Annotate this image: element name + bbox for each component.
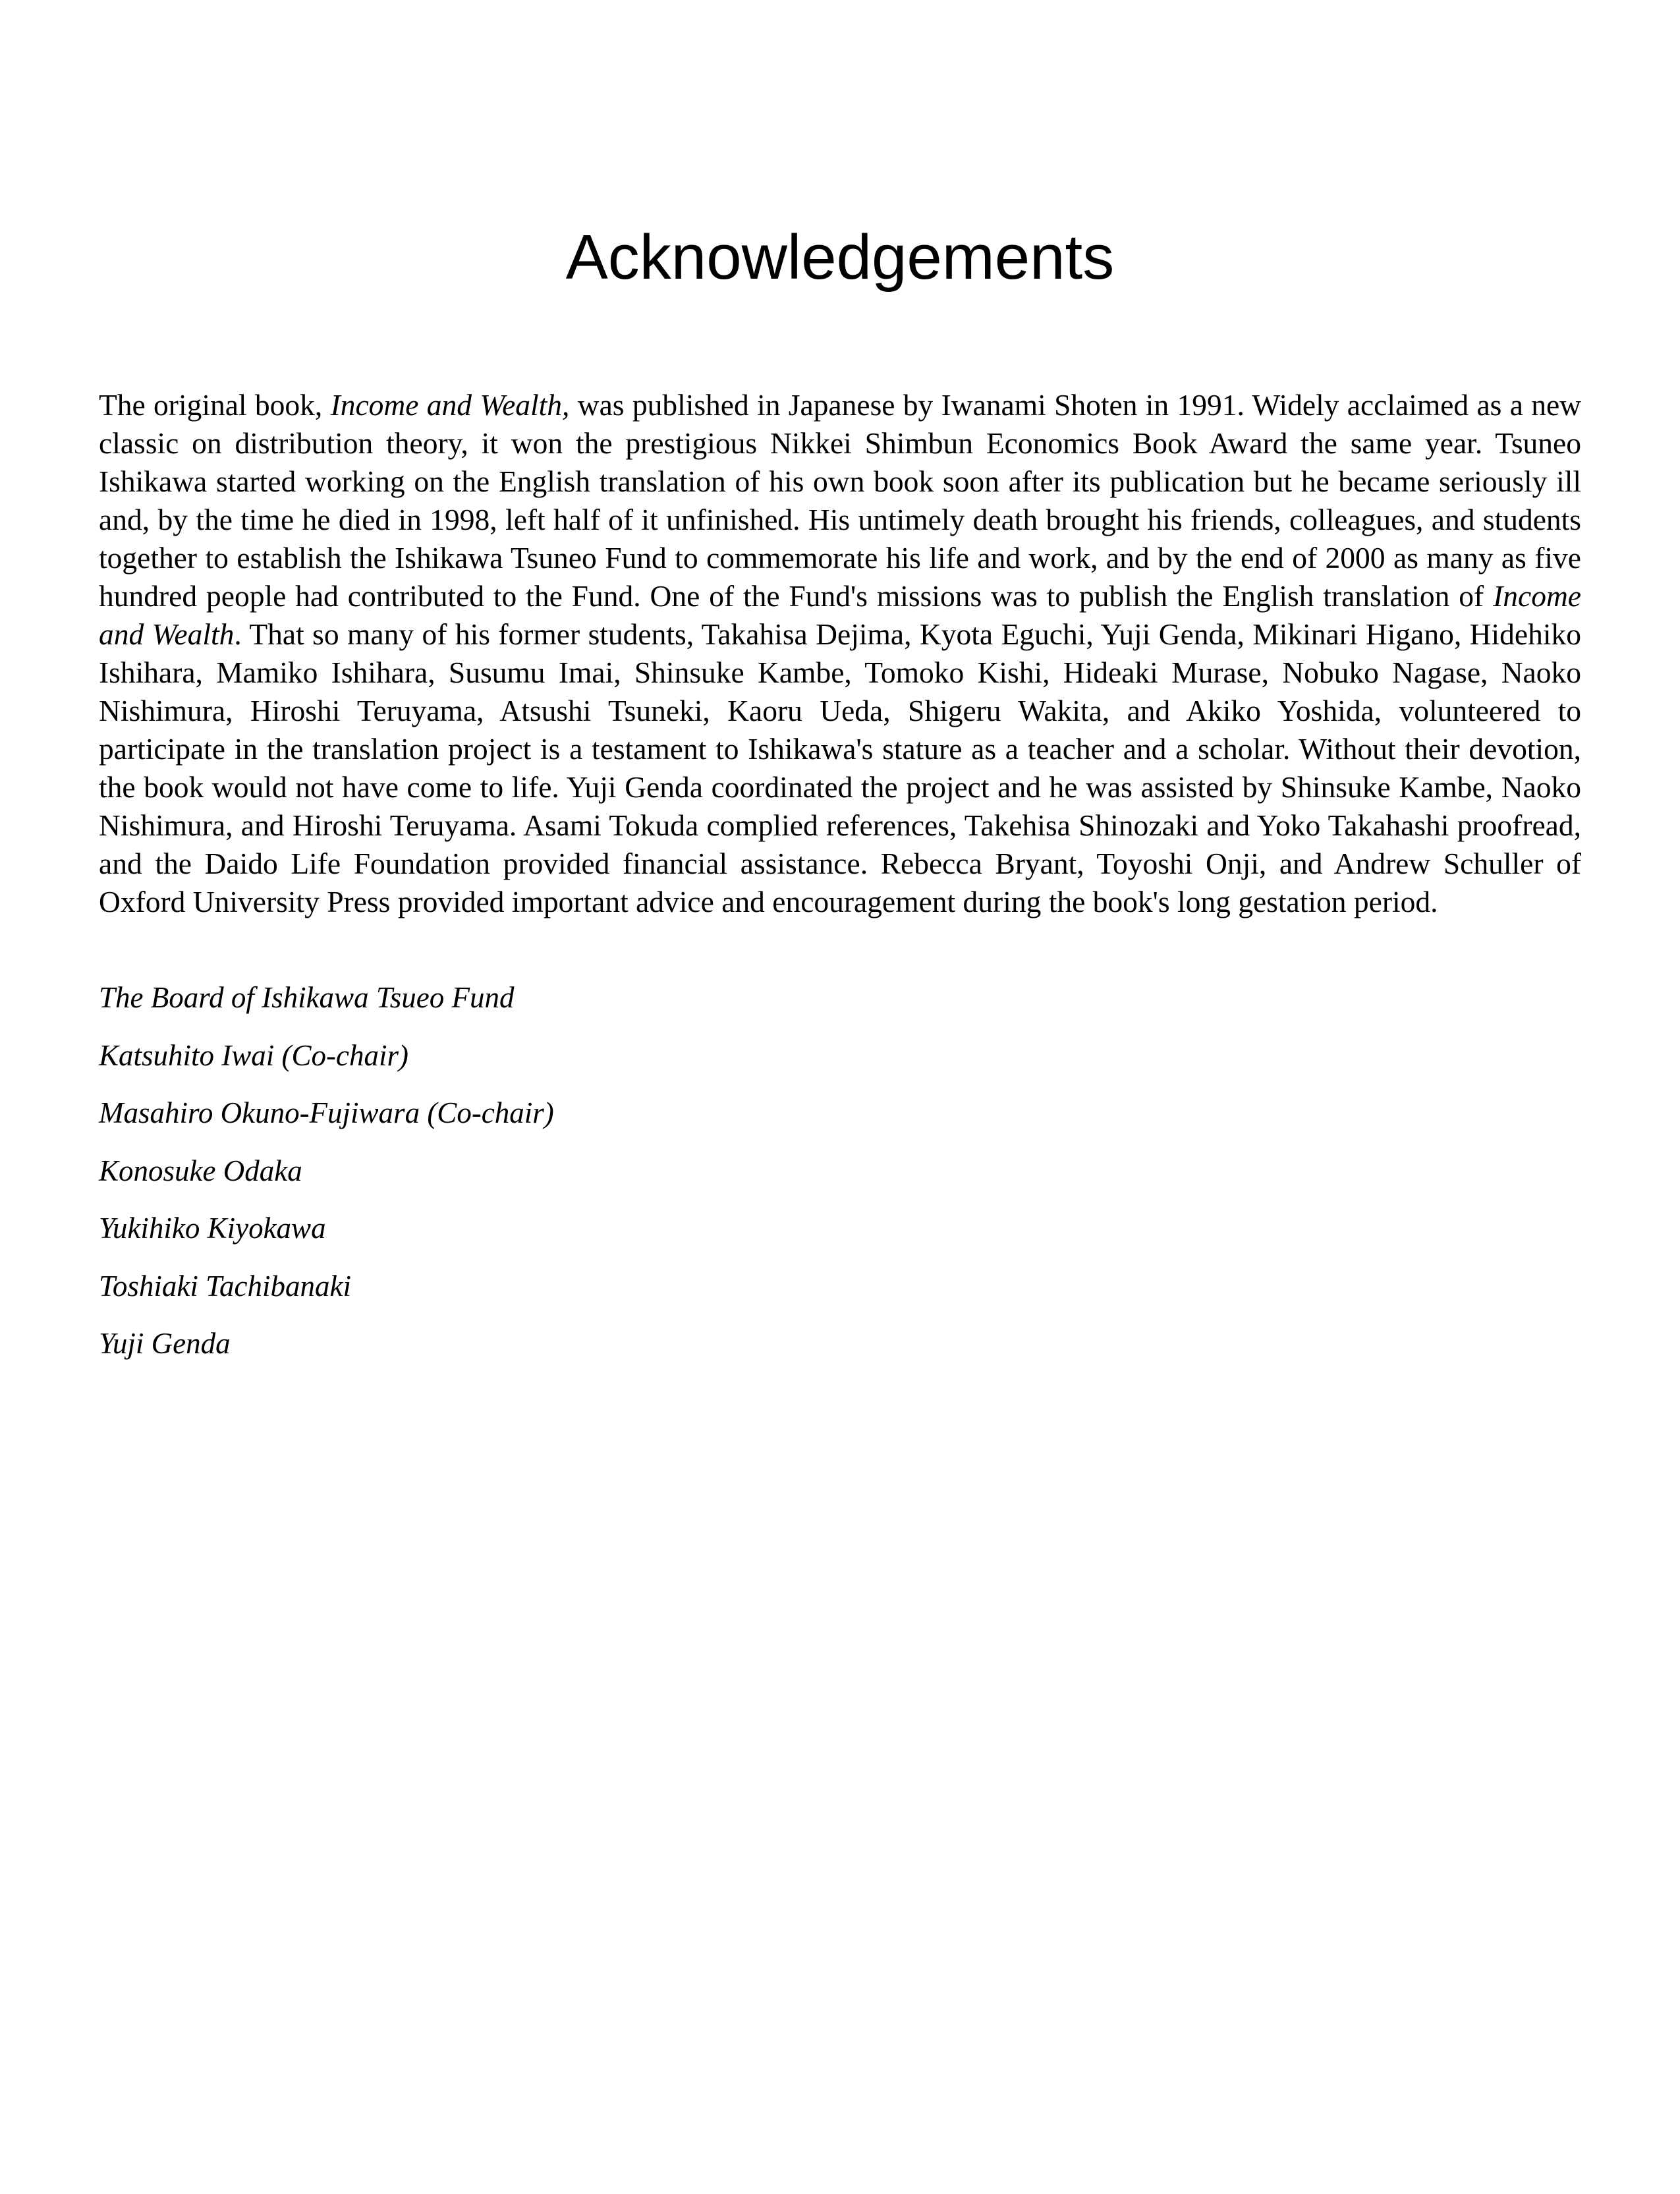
- signature-line: Masahiro Okuno-Fujiwara (Co-chair): [99, 1096, 554, 1129]
- acknowledgement-paragraph: [99, 386, 1581, 921]
- signature-line: Konosuke Odaka: [99, 1154, 302, 1187]
- paragraph-text-2: was published in Japanese by Iwanami Shoten in 1991. Widely acclaimed as a new classic on distribution theory, it won the prestigious Nikkei Shimbun Economics Book Award the same year. Tsuneo Ishikawa started working on the English translation of his own book soon after its publication but he became seriously ill and, by the time he died in 1998, left half of it unfinished. His untimely death brought his friends, colleagues, and students together to establish the Ishikawa Tsuneo Fund to commemorate his life and work, and by the end of 2000 as many as five hundred people had contributed to the Fund. One of the Fund's missions was to publish the English translation of: [99, 388, 1582, 613]
- signature-line: Toshiaki Tachibanaki: [99, 1269, 351, 1303]
- signature-line: Yukihiko Kiyokawa: [99, 1212, 326, 1245]
- paragraph-text-3: . That so many of his former students, Takahisa Dejima, Kyota Eguchi, Yuji Genda, Mikinari Higano, Hidehiko Ishihara, Mamiko Ishihara, Susumu Imai, Shinsuke Kambe, Tomoko Kishi, Hideaki Murase, Nobuko Nagase, Naoko Nishimura, Hiroshi Teruyama, Atsushi Tsuneki, Kaoru Ueda, Shigeru Wakita, and Akiko Yoshida, volunteered to participate in the translation project is a testament to Ishikawa's stature as a teacher and a scholar. Without their devotion, the book would not have come to life. Yuji Genda coordinated the project and he was assisted by Shinsuke Kambe, Naoko Nishimura, and Hiroshi Teruyama. Asami Tokuda complied references, Takehisa Shinozaki and Yoko Takahashi proofread, and the Daido Life Foundation provided financial assistance. Rebecca Bryant, Toyoshi Onji, and Andrew Schuller of Oxford University Press provided important advice and encouragement during the book's long gestation period.: [99, 617, 1581, 918]
- document-page: [99, 0, 1581, 2194]
- paragraph-text-1: The original book,: [99, 388, 331, 422]
- book-title-2: Income and Wealth: [99, 579, 1581, 651]
- signature-block: [99, 978, 1581, 1382]
- signature-board: The Board of Ishikawa Tsueo Fund: [99, 981, 515, 1014]
- signature-line: Yuji Genda: [99, 1327, 231, 1360]
- page-title: Acknowledgements: [565, 222, 1115, 293]
- signature-line: Katsuhito Iwai (Co-chair): [99, 1038, 408, 1072]
- book-title-1: Income and Wealth,: [330, 388, 570, 422]
